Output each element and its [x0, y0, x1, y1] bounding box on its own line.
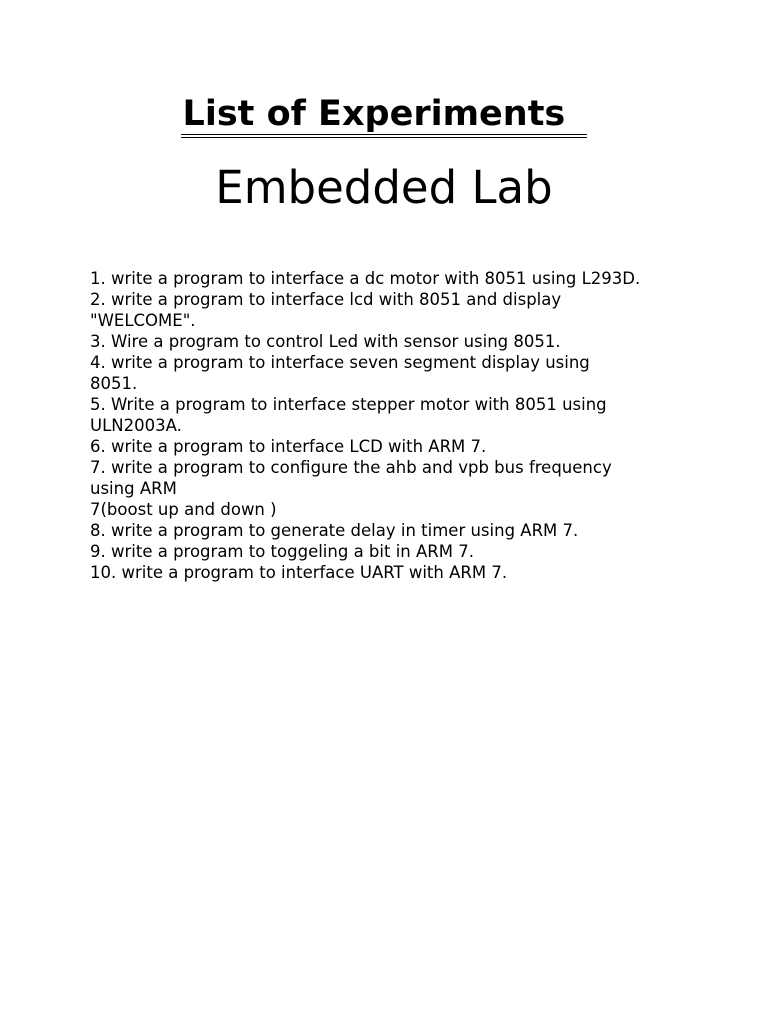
page-title: List of Experiments	[181, 94, 588, 138]
experiment-item	[90, 289, 690, 331]
experiment-line: 4. write a program to interface seven segment display using	[90, 353, 590, 372]
experiment-list	[90, 268, 690, 583]
experiment-line: 7(boost up and down )	[90, 500, 277, 519]
experiment-item	[90, 331, 690, 352]
experiment-line: 7. write a program to configure the ahb and vpb bus frequency	[90, 458, 612, 477]
experiment-item	[90, 436, 690, 457]
experiment-item	[90, 268, 690, 289]
experiment-line: 6. write a program to interface LCD with ARM 7.	[90, 437, 487, 456]
experiment-line: "WELCOME".	[90, 311, 196, 330]
experiment-line: ULN2003A.	[90, 416, 182, 435]
experiment-line: 5. Write a program to interface stepper motor with 8051 using	[90, 395, 607, 414]
experiment-line: 2. write a program to interface lcd with 8051 and display	[90, 290, 562, 309]
experiment-line: 10. write a program to interface UART with ARM 7.	[90, 563, 508, 582]
experiment-item	[90, 394, 690, 436]
experiment-line: 8. write a program to generate delay in timer using ARM 7.	[90, 521, 579, 540]
experiment-item	[90, 457, 690, 520]
experiment-line: 1. write a program to interface a dc motor with 8051 using L293D.	[90, 269, 641, 288]
heading-container	[0, 94, 768, 138]
experiment-item	[90, 562, 690, 583]
experiment-item	[90, 520, 690, 541]
experiment-item	[90, 541, 690, 562]
experiment-line: 9. write a program to toggeling a bit in ARM 7.	[90, 542, 474, 561]
experiment-line: 3. Wire a program to control Led with sensor using 8051.	[90, 332, 561, 351]
experiment-line: 8051.	[90, 374, 138, 393]
experiment-line: using ARM	[90, 479, 177, 498]
experiment-item	[90, 352, 690, 394]
lab-subtitle: Embedded Lab	[215, 161, 553, 214]
